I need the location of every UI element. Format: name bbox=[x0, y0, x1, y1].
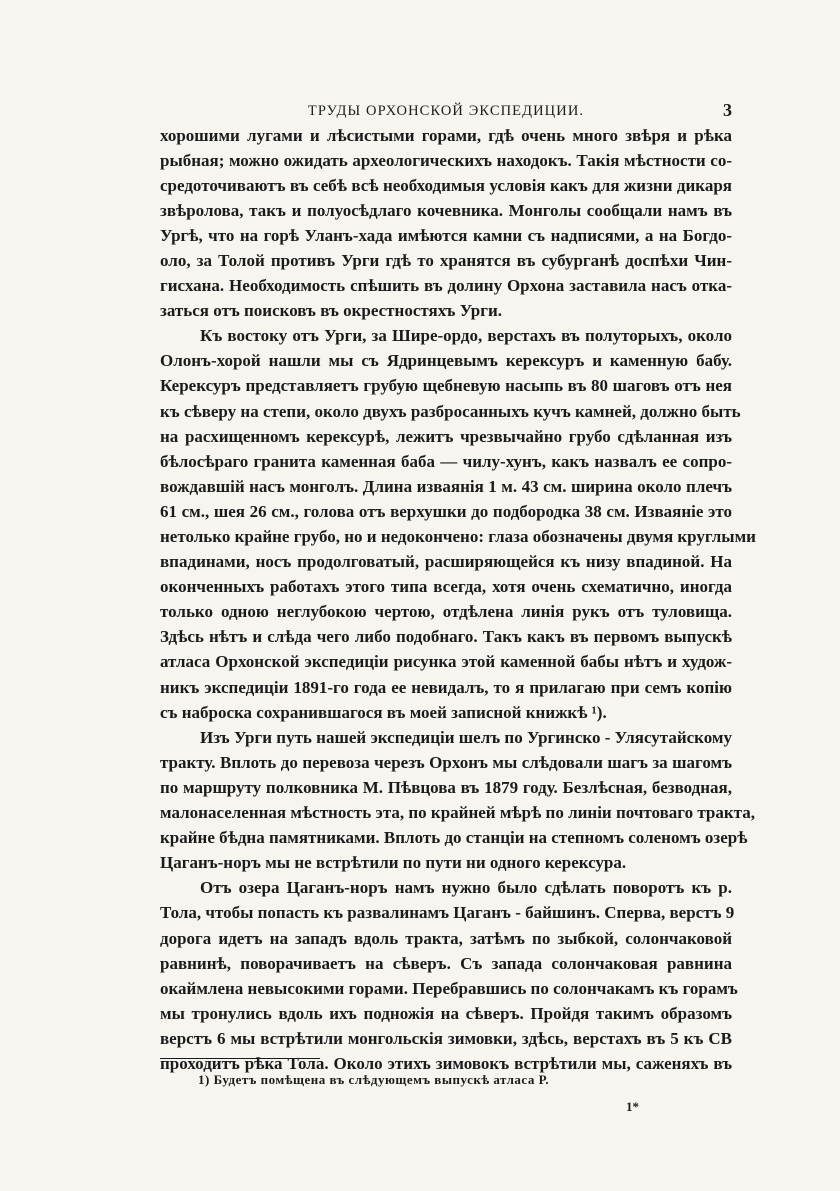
text-line: на расхищенномъ керексурѣ, лежитъ чрезвычайно грубо сдѣланная изъ bbox=[160, 427, 732, 446]
text-line: равнинѣ, поворачиваетъ на сѣверъ. Съ запада солончаковая равнина bbox=[160, 954, 732, 973]
text-line: 61 см., шея 26 см., голова отъ верхушки до подбородка 38 см. Изваяніе это bbox=[160, 502, 732, 521]
text-line: окаймлена невысокими горами. Перебравшись по солончакамъ къ горамъ bbox=[160, 979, 738, 998]
text-line: по маршруту полковника М. Пѣвцова въ 1879 году. Безлѣсная, безводная, bbox=[160, 778, 732, 797]
text-line: нетолько крайне грубо, но и недокончено: глаза обозначены двумя круглыми bbox=[160, 527, 756, 546]
text-line: вождавшій насъ монголъ. Длина изваянія 1 м. 43 см. ширина около плечъ bbox=[160, 477, 732, 496]
running-header bbox=[160, 100, 732, 124]
text-line: только одною неглубокою чертою, отдѣлена линія рукъ отъ туловища. bbox=[160, 602, 732, 621]
text-line: Олонъ-хорой нашли мы съ Ядринцевымъ керексуръ и каменную бабу. bbox=[160, 351, 732, 370]
text-line: заться отъ поисковъ въ окрестностяхъ Урги. bbox=[160, 301, 503, 320]
text-line: крайне бѣдна памятниками. Вплоть до станціи на степномъ соленомъ озерѣ bbox=[160, 828, 748, 847]
text-line: дорога идетъ на западъ вдоль тракта, затѣмъ по зыбкой, солончаковой bbox=[160, 929, 732, 948]
text-line: средоточиваютъ въ себѣ всѣ необходимыя условія какъ для жизни дикаря bbox=[160, 176, 732, 195]
text-line: къ сѣверу на степи, около двухъ разбросанныхъ кучъ камней, должно быть bbox=[160, 402, 741, 421]
text-line: никъ экспедиціи 1891-го года ее невидалъ, то я прилагаю при семъ копію bbox=[160, 678, 732, 697]
text-line: Изъ Урги путь нашей экспедиціи шелъ по Ургинско - Улясутайскому bbox=[200, 728, 732, 747]
text-line: гисхана. Необходимость спѣшить въ долину Орхона заставила насъ отка- bbox=[160, 276, 732, 295]
text-line: Керексуръ представляетъ грубую щебневую насыпь въ 80 шаговъ отъ нея bbox=[160, 376, 732, 395]
text-line: атласа Орхонской экспедиціи рисунка этой каменной бабы нѣтъ и худож- bbox=[160, 652, 732, 671]
page-number: 3 bbox=[723, 100, 732, 120]
text-line: Къ востоку отъ Урги, за Шире-ордо, верстахъ въ полуторыхъ, около bbox=[200, 326, 732, 345]
text-line: Тола, чтобы попасть къ развалинамъ Цаганъ - байшинъ. Сперва, верстъ 9 bbox=[160, 903, 735, 922]
text-line: верстъ 6 мы встрѣтили монгольскія зимовки, здѣсь, верстахъ въ 5 къ СВ bbox=[160, 1029, 732, 1048]
text-line: бѣлосѣраго гранита каменная баба — чилу-хунъ, какъ назвалъ ее сопро- bbox=[160, 452, 732, 471]
footnote-rule bbox=[160, 1058, 320, 1059]
text-line: хорошими лугами и лѣсистыми горами, гдѣ очень много звѣря и рѣка bbox=[160, 126, 732, 145]
text-line: проходитъ рѣка Тола. Около этихъ зимовокъ встрѣтили мы, саженяхъ въ bbox=[160, 1054, 732, 1073]
text-line: оло, за Толой противъ Урги гдѣ то хранятся въ субурганѣ доспѣхи Чин- bbox=[160, 251, 732, 270]
text-line: малонаселенная мѣстность эта, по крайней мѣрѣ по линіи почтоваго тракта, bbox=[160, 803, 755, 822]
text-line: мы тронулись вдоль ихъ подножія на сѣверъ. Пройдя такимъ образомъ bbox=[160, 1004, 732, 1023]
text-line: звѣролова, такъ и полуосѣдлаго кочевника. Монголы сообщали намъ въ bbox=[160, 201, 732, 220]
text-line: Цаганъ-норъ мы не встрѣтили по пути ни одного керексура. bbox=[160, 853, 627, 872]
signature-mark: 1* bbox=[626, 1099, 639, 1114]
footnote: 1) Будетъ помѣщена въ слѣдующемъ выпускѣ атласа Р. bbox=[198, 1072, 550, 1087]
text-line: оконченныхъ работахъ этого типа всегда, хотя очень схематично, иногда bbox=[160, 577, 732, 596]
text-line: тракту. Вплоть до перевоза черезъ Орхонъ мы слѣдовали шагъ за шагомъ bbox=[160, 753, 732, 772]
text-line: Отъ озера Цаганъ-норъ намъ нужно было сдѣлать поворотъ къ р. bbox=[200, 878, 732, 897]
text-line: впадинами, носъ продолговатый, расширяющейся къ низу впадиной. На bbox=[160, 552, 732, 571]
text-line: Здѣсь нѣтъ и слѣда чего либо подобнаго. Такъ какъ въ первомъ выпускѣ bbox=[160, 627, 732, 646]
text-line: Ургѣ, что на горѣ Уланъ-хада имѣются камни съ надписями, а на Богдо- bbox=[160, 226, 732, 245]
text-line: съ наброска сохранившагося въ моей записной книжкѣ ¹). bbox=[160, 703, 607, 722]
running-title: ТРУДЫ ОРХОНСКОЙ ЭКСПЕДИЦИИ. bbox=[307, 103, 585, 119]
text-line: рыбная; можно ожидать археологическихъ находокъ. Такія мѣстности со- bbox=[160, 151, 732, 170]
